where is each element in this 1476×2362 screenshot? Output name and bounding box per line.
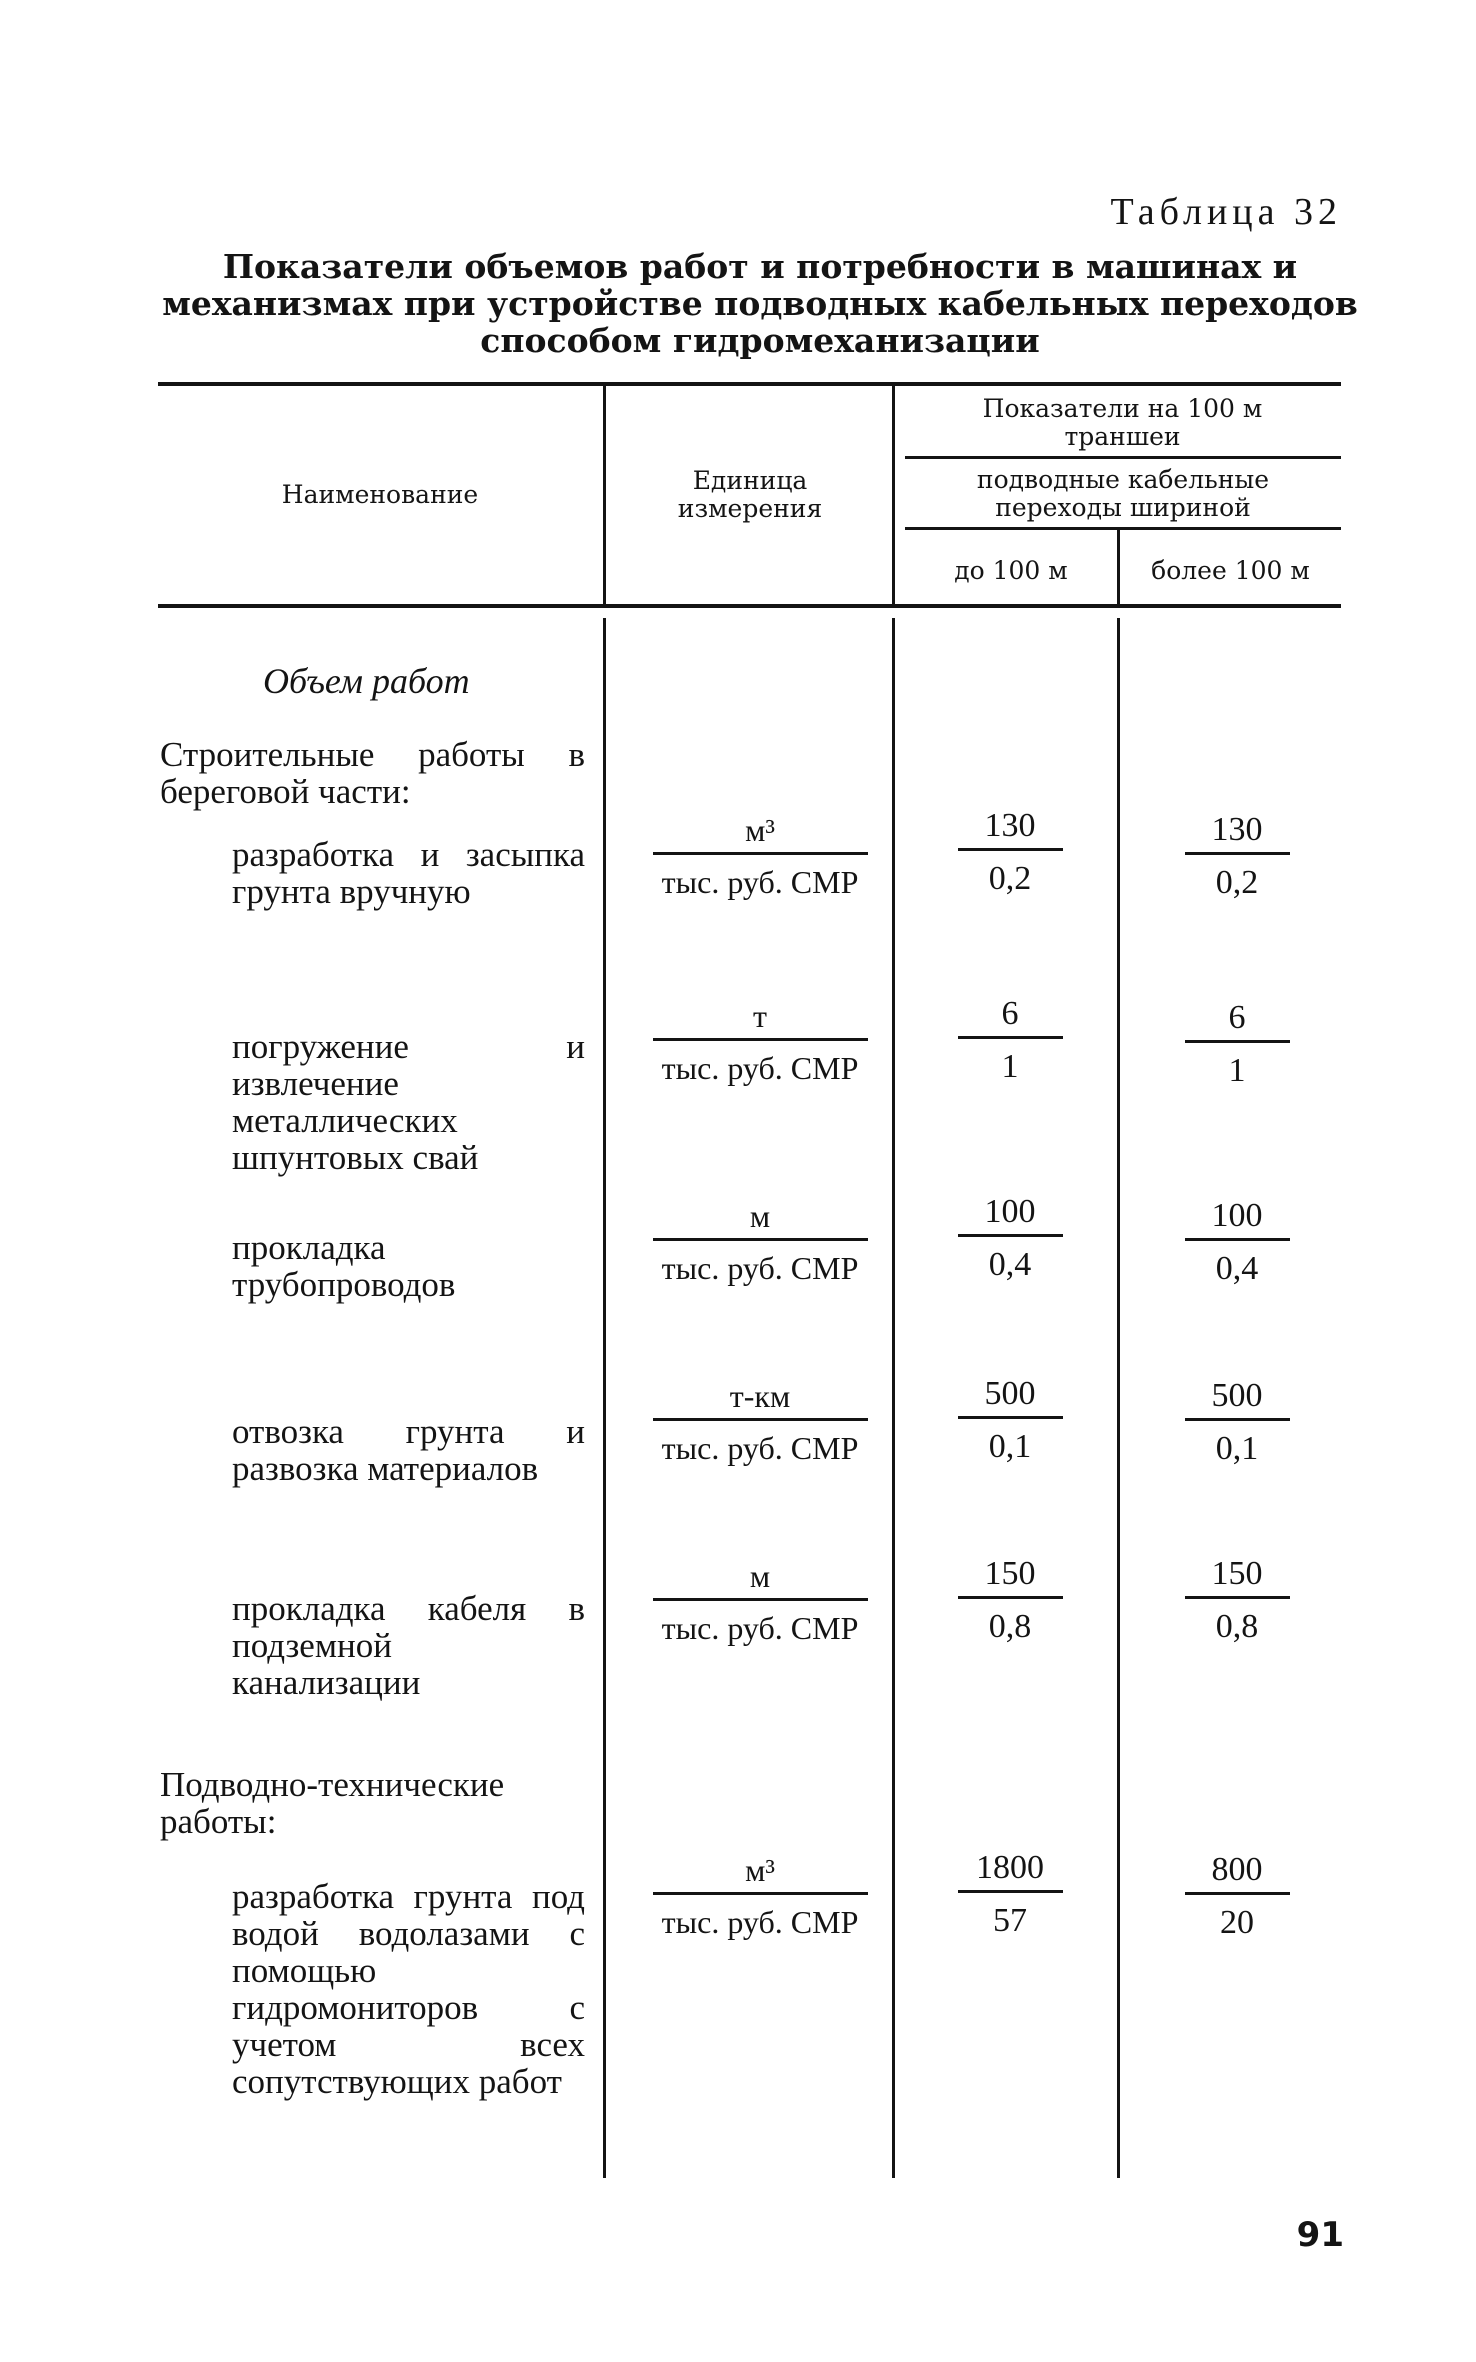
value-over-cost: 0,2 [1215, 864, 1259, 901]
value-upto [955, 804, 1065, 897]
unit-value: м [749, 1558, 771, 1594]
indicators-rule [905, 456, 1341, 459]
unit-cell [650, 994, 870, 1085]
unit-cell [650, 1554, 870, 1645]
page-number: 91 [1296, 2215, 1344, 2255]
header-top-rule [158, 382, 1341, 386]
header-name: Наименование [281, 480, 479, 509]
value-over [1182, 1374, 1292, 1467]
divider-unit-values [892, 386, 895, 604]
unit-cost: тыс. руб. СМР [661, 864, 859, 900]
unit-value: м³ [745, 1852, 775, 1888]
value-upto-cost: 57 [993, 1902, 1027, 1939]
value-upto-volume: 500 [984, 1375, 1036, 1412]
value-upto-cost: 0,4 [988, 1246, 1032, 1283]
value-over [1182, 1194, 1292, 1287]
row-name: погружение и извлечение металлических шпунтовых свай [232, 1027, 585, 1177]
value-over-volume: 800 [1211, 1851, 1263, 1888]
value-upto-volume: 6 [1001, 995, 1019, 1032]
row-name: разработка и засыпка грунта вручную [232, 835, 585, 911]
value-over [1182, 1848, 1292, 1941]
unit-cell [650, 1374, 870, 1465]
header-unit: Единица измерения [677, 466, 823, 523]
value-over-volume: 150 [1211, 1555, 1263, 1592]
value-upto [955, 992, 1065, 1085]
value-upto [955, 1846, 1065, 1939]
table-title: Показатели объемов работ и потребности в машинах и механизмах при устройстве подводных кабельных переходов способом гидромеханизации [162, 247, 1358, 360]
value-over-cost: 0,8 [1215, 1608, 1259, 1645]
header-indicators: Показатели на 100 м траншеи [982, 394, 1263, 451]
divider-values-body [1117, 618, 1120, 2178]
unit-cell [650, 1848, 870, 1939]
group-title: Строительные работы в береговой части: [160, 735, 585, 811]
value-over [1182, 808, 1292, 901]
value-upto-cost: 0,8 [988, 1608, 1032, 1645]
group-title: Подводно-технические работы: [160, 1765, 505, 1841]
header-crossings: подводные кабельные переходы шириной [976, 465, 1270, 522]
divider-unit-values-body [892, 618, 895, 2178]
unit-cell [650, 808, 870, 899]
unit-cell [650, 1194, 870, 1285]
divider-name-unit [603, 386, 606, 604]
value-upto-volume: 100 [984, 1193, 1036, 1230]
divider-name-unit-body [603, 618, 606, 2178]
section-title: Объем работ [263, 661, 470, 701]
unit-cost: тыс. руб. СМР [661, 1904, 859, 1940]
header-col-upto: до 100 м [954, 556, 1068, 585]
row-name: прокладка кабеля в подземной канализации [232, 1589, 585, 1702]
value-upto-cost: 0,1 [988, 1428, 1032, 1465]
value-over-cost: 20 [1220, 1904, 1254, 1941]
value-upto [955, 1552, 1065, 1645]
value-upto [955, 1372, 1065, 1465]
value-over-cost: 0,1 [1215, 1430, 1259, 1467]
value-over [1182, 996, 1292, 1089]
unit-cost: тыс. руб. СМР [661, 1610, 859, 1646]
value-upto-volume: 130 [984, 807, 1036, 844]
unit-value: т-км [729, 1378, 791, 1414]
row-name: разработка грунта под водой водолазами с помощью гидромониторов с учетом всех сопутствующих работ [232, 1877, 585, 2101]
value-over-volume: 6 [1228, 999, 1246, 1036]
unit-value: т [753, 998, 767, 1034]
unit-value: м [749, 1198, 771, 1234]
value-upto-cost: 1 [1001, 1048, 1019, 1085]
row-name: прокладка трубопроводов [232, 1228, 456, 1304]
unit-cost: тыс. руб. СМР [661, 1050, 859, 1086]
row-name: отвозка грунта и развозка материалов [232, 1412, 585, 1488]
header-bottom-rule [158, 604, 1341, 608]
value-upto-volume: 150 [984, 1555, 1036, 1592]
value-over-volume: 500 [1211, 1377, 1263, 1414]
value-upto-volume: 1800 [976, 1849, 1044, 1886]
crossings-rule [905, 527, 1341, 530]
value-over-cost: 0,4 [1215, 1250, 1259, 1287]
unit-cost: тыс. руб. СМР [661, 1430, 859, 1466]
header-col-over: более 100 м [1151, 556, 1310, 585]
unit-value: м³ [745, 812, 775, 848]
value-over-volume: 100 [1211, 1197, 1263, 1234]
value-over-volume: 130 [1211, 811, 1263, 848]
value-upto-cost: 0,2 [988, 860, 1032, 897]
value-upto [955, 1190, 1065, 1283]
value-over-cost: 1 [1228, 1052, 1246, 1089]
value-over [1182, 1552, 1292, 1645]
table-label: Таблица 32 [1110, 191, 1342, 233]
unit-cost: тыс. руб. СМР [661, 1250, 859, 1286]
